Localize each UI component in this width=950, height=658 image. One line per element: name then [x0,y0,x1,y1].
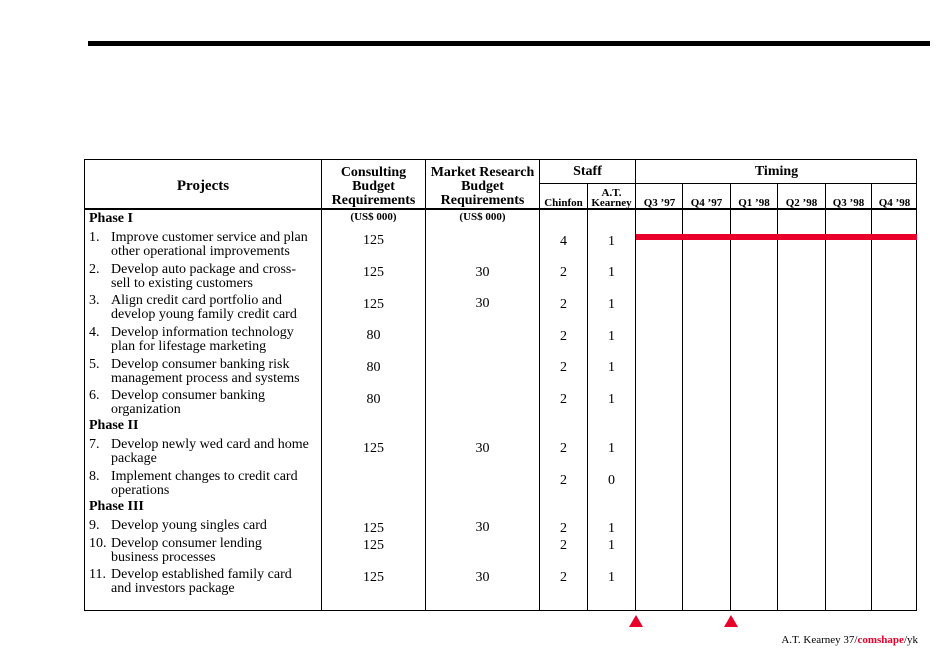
atk-value-2: 1 [608,265,615,280]
project-title-line2: sell to existing customers [111,275,253,291]
top-rule [88,41,930,46]
chinfon-value-8: 2 [560,473,567,488]
divider-q4-98 [871,183,872,611]
consulting-value-10: 125 [363,538,384,553]
chinfon-value-2: 2 [560,265,567,280]
project-title-line1: Develop consumer banking [111,388,265,403]
quarter-q1-98: Q1 ’98 [738,197,770,209]
consulting-header-line2: Budget [352,179,395,194]
market-value-3: 30 [475,296,490,311]
project-number: 10. [89,536,107,551]
staff-timing-subheader-line [539,183,917,184]
timeline-bar-project-1 [636,234,917,240]
project-title-line2: other operational improvements [111,243,290,259]
consulting-value-3: 125 [363,297,384,312]
project-title-line2: management process and systems [111,370,300,386]
consulting-header-line1: Consulting [340,165,407,180]
market-header-line3: Requirements [440,193,525,208]
chinfon-value-9: 2 [560,521,567,536]
atk-value-3: 1 [608,297,615,312]
staff-atk-header-line1: A.T. [601,187,622,199]
project-title-line2: organization [111,401,181,417]
project-number: 7. [89,437,100,452]
project-title-line1: Develop established family card [111,567,292,582]
project-number: 5. [89,357,100,372]
project-title-line1: Develop information technology [111,325,294,340]
footer-prefix: A.T. Kearney 37/ [781,634,858,646]
atk-value-11: 1 [608,570,615,585]
chinfon-value-1: 4 [560,234,567,249]
divider-q3-98 [825,183,826,611]
projects-header: Projects [176,178,230,194]
market-currency: (US$ 000) [459,211,506,223]
project-number: 11. [89,567,106,582]
project-title-line2: develop young family credit card [111,306,297,322]
chinfon-value-6: 2 [560,392,567,407]
atk-value-4: 1 [608,329,615,344]
project-number: 9. [89,518,100,533]
footer-suffix: /yk [903,634,918,646]
quarter-q4-97: Q4 ’97 [690,197,723,209]
divider-q4-97 [682,183,683,611]
chinfon-value-7: 2 [560,441,567,456]
project-title-line1: Develop newly wed card and home [111,437,309,452]
atk-value-9: 1 [608,521,615,536]
quarter-q3-97: Q3 ’97 [643,197,676,209]
project-number: 3. [89,293,100,308]
chinfon-value-3: 2 [560,297,567,312]
consulting-value-6: 80 [366,392,381,407]
milestone-marker-q3-97 [629,615,643,627]
market-value-7: 30 [475,441,490,456]
quarter-q4-98: Q4 ’98 [878,197,911,209]
consulting-value-2: 125 [363,265,384,280]
project-number: 6. [89,388,100,403]
chinfon-value-5: 2 [560,360,567,375]
footer-highlight: comshape [857,634,904,646]
consulting-currency: (US$ 000) [350,211,397,223]
divider-q1-98 [730,183,731,611]
staff-chinfon-header: Chinfon [544,197,583,209]
market-value-11: 30 [475,570,490,585]
timing-header: Timing [754,164,799,179]
chinfon-value-11: 2 [560,570,567,585]
project-title-line2: plan for lifestage marketing [111,338,267,354]
market-value-9: 30 [475,520,490,535]
project-title-line1: Develop consumer lending [111,536,262,551]
consulting-value-9: 125 [363,521,384,536]
consulting-value-11: 125 [363,570,384,585]
atk-value-5: 1 [608,360,615,375]
atk-value-8: 0 [608,473,615,488]
project-title-line1: Improve customer service and plan [111,230,308,245]
divider-market [425,159,426,611]
consulting-value-1: 125 [363,233,384,248]
project-title-line1: Develop auto package and cross- [111,262,297,277]
project-number: 8. [89,469,100,484]
market-value-2: 30 [475,265,490,280]
consulting-value-7: 125 [363,441,384,456]
atk-value-6: 1 [608,392,615,407]
atk-value-7: 1 [608,441,615,456]
project-number: 2. [89,262,100,277]
project-number: 1. [89,230,100,245]
quarter-q2-98: Q2 ’98 [785,197,818,209]
project-title-line2: and investors package [111,580,235,596]
phase-1-label: Phase I [89,211,133,226]
chinfon-value-4: 2 [560,329,567,344]
phase-3-label: Phase III [89,499,144,514]
consulting-value-4: 80 [366,328,381,343]
chinfon-value-10: 2 [560,538,567,553]
staff-atk-header-line2: Kearney [591,197,632,209]
market-header-line2: Budget [461,179,504,194]
divider-timing [635,159,636,611]
project-number: 4. [89,325,100,340]
project-title-line1: Develop consumer banking risk [111,357,290,372]
atk-value-10: 1 [608,538,615,553]
phase-2-label: Phase II [89,418,139,433]
quarter-q3-98: Q3 ’98 [832,197,865,209]
project-title-line2: business processes [111,549,216,565]
project-title-line2: package [111,450,157,466]
consulting-value-5: 80 [366,360,381,375]
footer-reference [781,634,918,646]
project-title-line1: Develop young singles card [111,518,267,533]
consulting-header-line3: Requirements [331,193,416,208]
staff-header: Staff [573,164,602,179]
atk-value-1: 1 [608,234,615,249]
divider-q2-98 [777,183,778,611]
project-title-line1: Align credit card portfolio and [111,293,283,308]
project-title-line2: operations [111,482,170,498]
milestone-marker-q1-98 [724,615,738,627]
market-header-line1: Market Research [430,165,535,180]
project-title-line1: Implement changes to credit card [111,469,298,484]
